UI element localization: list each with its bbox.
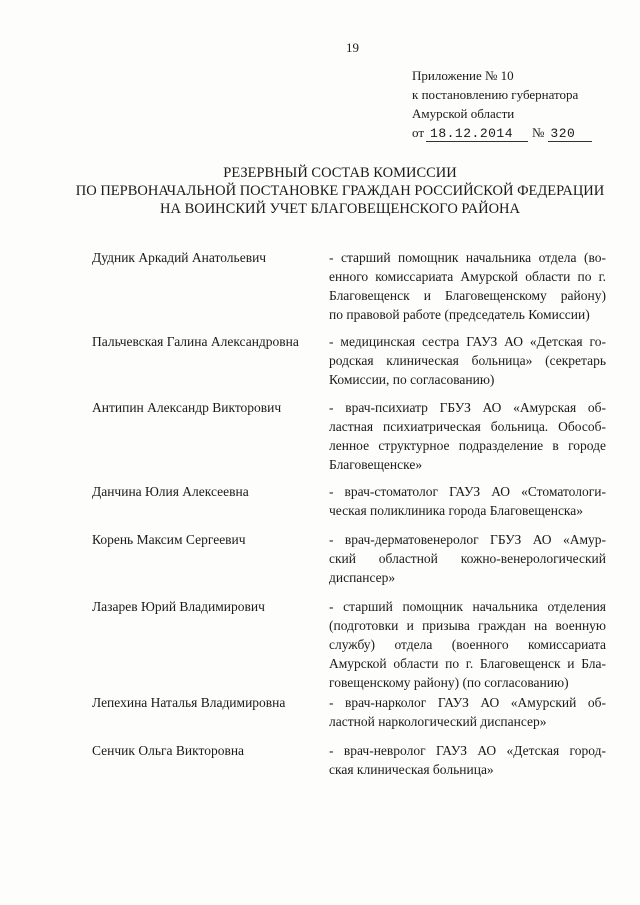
member-name: Пальчевская Галина Александровна bbox=[92, 334, 299, 349]
member-role-line: Благовещенск и Благовещенскому району) bbox=[329, 288, 606, 303]
member-role-line: (подготовки и призыва граждан на военную bbox=[329, 618, 606, 633]
member-role-line: ский областной кожно-венерологический bbox=[329, 551, 606, 566]
member-role-line: говещенскому району) (по согласованию) bbox=[329, 675, 569, 690]
member-role-line: - старший помощник начальника отделения bbox=[329, 599, 606, 614]
member-name: Лазарев Юрий Владимирович bbox=[92, 599, 265, 614]
member-role bbox=[329, 530, 606, 587]
member-role-line: диспансер» bbox=[329, 570, 396, 585]
member-role-line: по правовой работе (председатель Комиссии) bbox=[329, 307, 590, 322]
member-role bbox=[329, 248, 606, 324]
member-role-line: службу) отдела (военного комиссариата bbox=[329, 637, 606, 652]
appendix-date-row bbox=[412, 123, 622, 142]
member-role bbox=[329, 332, 606, 389]
member-name: Антипин Александр Викторович bbox=[92, 400, 282, 415]
member-name: Сенчик Ольга Викторовна bbox=[92, 743, 245, 758]
member-role-line: - медицинская сестра ГАУЗ АО «Детская го- bbox=[329, 334, 606, 349]
member-role-line: - врач-нарколог ГАУЗ АО «Амурский об- bbox=[329, 695, 606, 710]
member-role-line: Комиссии, по согласованию) bbox=[329, 372, 495, 387]
page-number: 19 bbox=[346, 40, 359, 55]
member-role-line: ческая поликлиника города Благовещенска» bbox=[329, 503, 584, 518]
member-role-line: Амурской области по г. Благовещенск и Бла- bbox=[329, 656, 606, 671]
title-line-2: ПО ПЕРВОНАЧАЛЬНОЙ ПОСТАНОВКЕ ГРАЖДАН РОССИЙСКОЙ ФЕДЕРАЦИИ bbox=[75, 183, 605, 199]
member-name: Данчина Юлия Алексеевна bbox=[92, 484, 249, 499]
date-prefix: от bbox=[412, 125, 425, 140]
member-role-line: родская клиническая больница» (секретарь bbox=[329, 353, 606, 368]
member-role bbox=[329, 482, 606, 520]
appendix-line-3: Амурской области bbox=[412, 106, 515, 121]
member-role-line: - врач-дерматовенеролог ГБУЗ АО «Амур- bbox=[329, 532, 606, 547]
date-value: 18.12.2014 bbox=[426, 127, 528, 142]
member-role bbox=[329, 597, 606, 692]
title-line-1: РЕЗЕРВНЫЙ СОСТАВ КОМИССИИ bbox=[223, 165, 457, 181]
member-role-line: енного комиссариата Амурской области по г. bbox=[329, 269, 606, 284]
member-role-line: - врач-стоматолог ГАУЗ АО «Стоматологи- bbox=[329, 484, 606, 499]
member-name: Лепехина Наталья Владимировна bbox=[92, 695, 286, 710]
member-role-line: ленное структурное подразделение в городе bbox=[329, 438, 606, 453]
appendix-line-2: к постановлению губернатора bbox=[412, 87, 579, 102]
appendix-line-1: Приложение № 10 bbox=[412, 68, 514, 83]
member-role-line: ластной наркологический диспансер» bbox=[329, 714, 547, 729]
title-line-3: НА ВОИНСКИЙ УЧЕТ БЛАГОВЕЩЕНСКОГО РАЙОНА bbox=[160, 201, 520, 217]
member-role-line: ская клиническая больница» bbox=[329, 762, 494, 777]
appendix-header bbox=[412, 66, 622, 142]
member-role bbox=[329, 741, 606, 779]
member-name: Корень Максим Сергеевич bbox=[92, 532, 246, 547]
member-role-line: - врач-невролог ГАУЗ АО «Детская город- bbox=[329, 743, 606, 758]
member-role-line: - врач-психиатр ГБУЗ АО «Амурская об- bbox=[329, 400, 606, 415]
member-role-line: - старший помощник начальника отдела (во- bbox=[329, 250, 606, 265]
document-title bbox=[60, 164, 620, 218]
member-role bbox=[329, 398, 606, 474]
number-value: 320 bbox=[548, 127, 592, 142]
member-name: Дудник Аркадий Анатольевич bbox=[92, 250, 267, 265]
number-prefix: № bbox=[532, 125, 545, 140]
member-role-line: ластная психиатрическая больница. Обособ- bbox=[329, 419, 606, 434]
member-role-line: Благовещенске» bbox=[329, 457, 423, 472]
member-role bbox=[329, 693, 606, 731]
